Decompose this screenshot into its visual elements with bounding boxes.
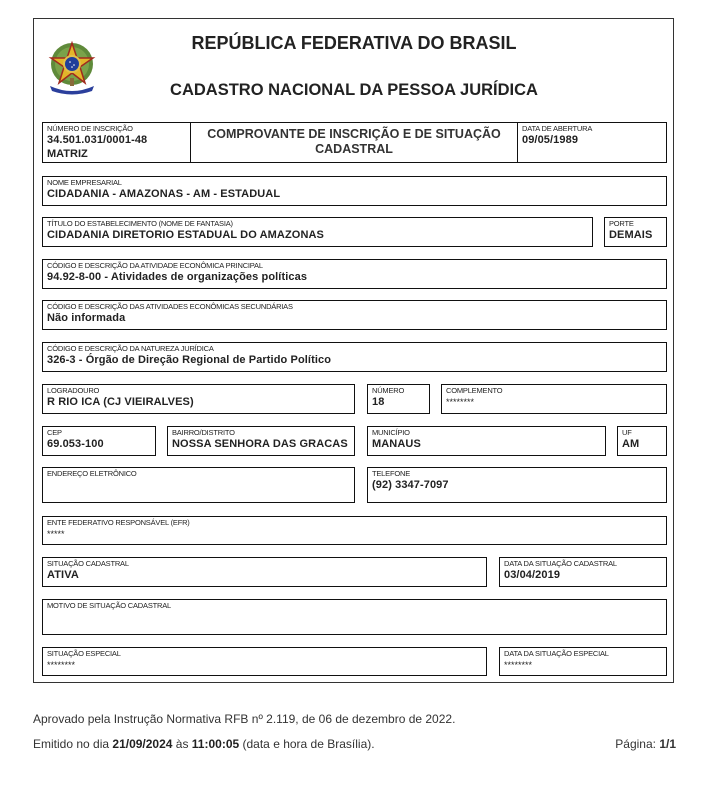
field-value: 18	[372, 396, 385, 408]
cnpj-value: 34.501.031/0001-48	[47, 134, 148, 146]
field-label: ENDEREÇO ELETRÔNICO	[47, 469, 137, 478]
field-label: DATA DE ABERTURA	[522, 124, 593, 133]
header-subtitle: CADASTRO NACIONAL DA PESSOA JURÍDICA	[170, 81, 538, 99]
field-label: ENTE FEDERATIVO RESPONSÁVEL (EFR)	[47, 518, 190, 527]
field-situacao-cadastral	[42, 557, 487, 587]
field-situacao-especial	[42, 647, 487, 676]
field-value: 09/05/1989	[522, 134, 579, 146]
field-label: COMPLEMENTO	[446, 386, 503, 395]
field-label: UF	[622, 428, 632, 437]
field-value: (92) 3347-7097	[372, 479, 449, 491]
field-data-situacao-especial	[499, 647, 667, 676]
field-label: NÚMERO DE INSCRIÇÃO	[47, 124, 133, 133]
field-cep	[42, 426, 156, 456]
field-porte	[604, 217, 667, 247]
field-label: NOME EMPRESARIAL	[47, 178, 122, 187]
field-label: BAIRRO/DISTRITO	[172, 428, 235, 437]
field-value: ********	[446, 397, 475, 407]
field-complemento	[441, 384, 667, 414]
issued-time: 11:00:05	[191, 737, 240, 751]
field-natureza-juridica	[42, 342, 667, 372]
field-nome-empresarial	[42, 176, 667, 206]
issued-suffix: (data e hora de Brasília).	[239, 737, 375, 751]
field-uf	[617, 426, 667, 456]
field-efr	[42, 516, 667, 545]
field-label: TÍTULO DO ESTABELECIMENTO (NOME DE FANTASIA)	[47, 219, 233, 228]
field-value: MANAUS	[372, 438, 421, 450]
field-label: SITUAÇÃO CADASTRAL	[47, 559, 129, 568]
field-label: DATA DA SITUAÇÃO ESPECIAL	[504, 649, 609, 658]
field-value: 94.92-8-00 - Atividades de organizações políticas	[47, 271, 308, 283]
field-label: PORTE	[609, 219, 634, 228]
field-atividade-principal	[42, 259, 667, 289]
field-value: 69.053-100	[47, 438, 104, 450]
field-label: CEP	[47, 428, 62, 437]
field-bairro	[167, 426, 355, 456]
matriz-value: MATRIZ	[47, 148, 88, 160]
field-numero	[367, 384, 430, 414]
issued-text	[33, 737, 375, 751]
field-value: CIDADANIA - AMAZONAS - AM - ESTADUAL	[47, 188, 281, 200]
field-value: 326-3 - Órgão de Direção Regional de Partido Político	[47, 354, 332, 366]
field-value: 03/04/2019	[504, 569, 561, 581]
document-title-box	[190, 122, 518, 163]
field-value: AM	[622, 438, 640, 450]
field-value: ********	[504, 660, 533, 670]
field-value: CIDADANIA DIRETORIO ESTADUAL DO AMAZONAS	[47, 229, 324, 241]
approval-text: Aprovado pela Instrução Normativa RFB nº 2.119, de 06 de dezembro de 2022.	[33, 712, 456, 726]
field-numero-inscricao	[42, 122, 191, 163]
header-title: REPÚBLICA FEDERATIVA DO BRASIL	[191, 33, 517, 53]
field-municipio	[367, 426, 606, 456]
field-label: NÚMERO	[372, 386, 405, 395]
field-value: NOSSA SENHORA DAS GRACAS	[172, 438, 348, 450]
field-value: ********	[47, 660, 76, 670]
field-motivo-situacao	[42, 599, 667, 635]
field-value: DEMAIS	[609, 229, 653, 241]
field-data-situacao-cadastral	[499, 557, 667, 587]
field-label: MOTIVO DE SITUAÇÃO CADASTRAL	[47, 601, 172, 610]
field-endereco-eletronico	[42, 467, 355, 503]
field-value: Não informada	[47, 312, 126, 324]
status-value: ATIVA	[47, 569, 79, 581]
field-value: *****	[47, 529, 65, 539]
field-label: SITUAÇÃO ESPECIAL	[47, 649, 121, 658]
field-label: LOGRADOURO	[47, 386, 100, 395]
field-label: CÓDIGO E DESCRIÇÃO DA ATIVIDADE ECONÔMICA PRINCIPAL	[47, 261, 263, 270]
field-data-abertura	[517, 122, 667, 163]
field-telefone	[367, 467, 667, 503]
field-label: TELEFONE	[372, 469, 410, 478]
field-logradouro	[42, 384, 355, 414]
issued-mid: às	[172, 737, 192, 751]
field-value: R RIO ICA (CJ VIEIRALVES)	[47, 396, 194, 408]
field-titulo-estabelecimento	[42, 217, 593, 247]
brazil-coat-of-arms-icon	[46, 40, 98, 96]
field-label: DATA DA SITUAÇÃO CADASTRAL	[504, 559, 617, 568]
page-indicator	[615, 737, 676, 751]
field-label: CÓDIGO E DESCRIÇÃO DA NATUREZA JURÍDICA	[47, 344, 214, 353]
issued-prefix: Emitido no dia	[33, 737, 113, 751]
field-label: CÓDIGO E DESCRIÇÃO DAS ATIVIDADES ECONÔMICAS SECUNDÁRIAS	[47, 302, 293, 311]
page-value: 1/1	[659, 737, 676, 751]
document-title: COMPROVANTE DE INSCRIÇÃO E DE SITUAÇÃO CADASTRAL	[207, 127, 501, 156]
issued-date: 21/09/2024	[112, 737, 173, 751]
page-label: Página:	[615, 737, 660, 751]
field-atividades-secundarias	[42, 300, 667, 330]
field-label: MUNICÍPIO	[372, 428, 410, 437]
